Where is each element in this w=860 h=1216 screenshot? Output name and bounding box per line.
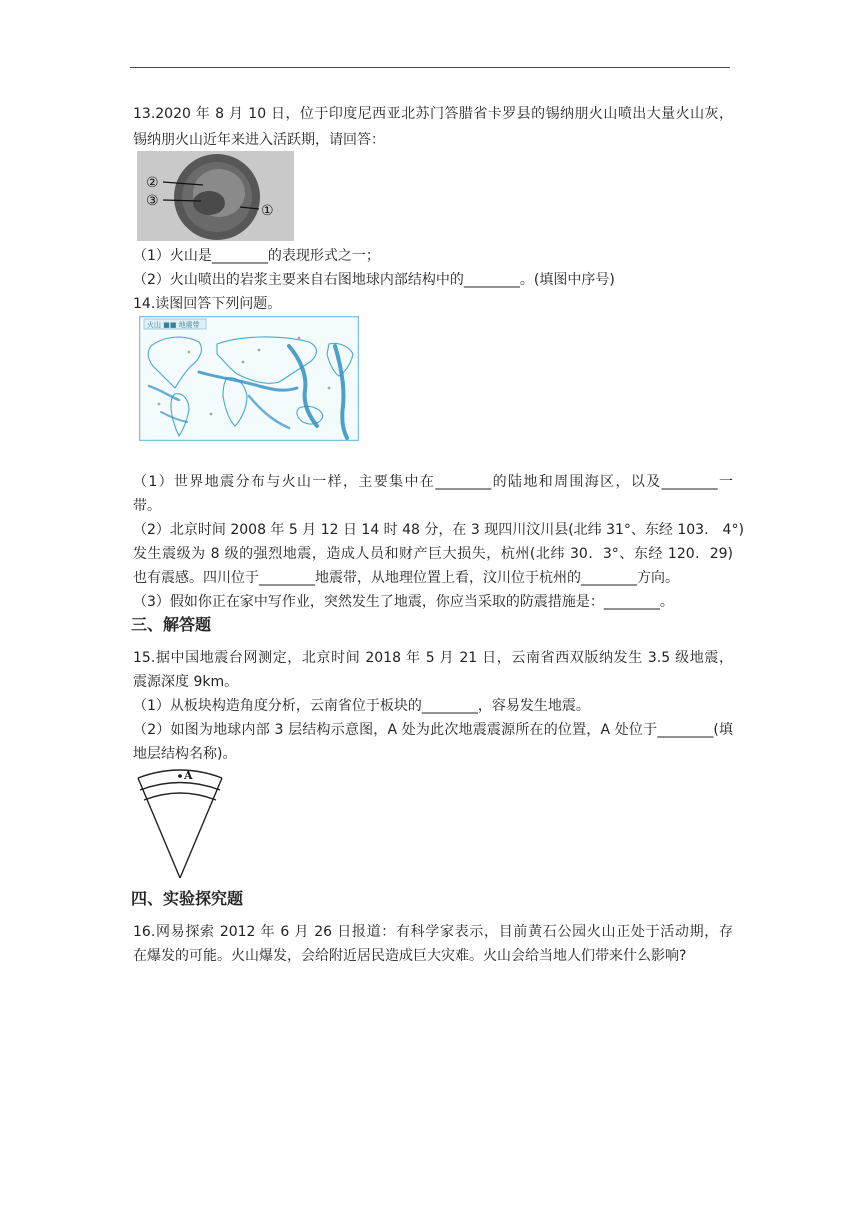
earth-layers-wedge-figure <box>130 764 230 882</box>
q15-line-1: 15.据中国地震台网测定，北京时间 2018 年 5 月 21 日，云南省西双版纳发生 3.5 级地震， <box>133 650 733 666</box>
figure-label-1: ① <box>261 203 274 219</box>
figure-label-3: ③ <box>146 193 159 209</box>
section-heading-3: 三、解答题 <box>131 615 212 634</box>
q15-sub-2-line-b: 地层结构名称)。 <box>133 746 237 762</box>
q13-line-1: 13.2020 年 8 月 10 日，位于印度尼西亚北苏门答腊省卡罗县的锡纳朋火山喷出大量火山灰， <box>133 106 733 122</box>
q14-sub-1-line-a: （1）世界地震分布与火山一样，主要集中在________的陆地和周围海区，以及________一 <box>133 474 733 490</box>
q14-sub-2-line-a: （2）北京时间 2008 年 5 月 12 日 14 时 48 分，在 3 现四川汶川县(北纬 31°、东经 103． 4°) <box>133 522 744 538</box>
q15-sub-2-line-a: （2）如图为地球内部 3 层结构示意图，A 处为此次地震震源所在的位置，A 处位于________(填 <box>133 722 733 738</box>
q13-sub-1: （1）火山是________的表现形式之一； <box>133 248 380 264</box>
map-legend: 火山 ■■ 地震带 <box>147 321 200 329</box>
q15-line-2: 震源深度 9km。 <box>133 674 239 690</box>
header-rule <box>130 67 730 68</box>
earth-structure-figure <box>137 151 294 241</box>
q14-sub-3: （3）假如你正在家中写作业，突然发生了地震，你应当采取的防震措施是：________。 <box>133 594 674 610</box>
world-volcano-earthquake-map <box>139 316 359 441</box>
q14-sub-2-line-b: 发生震级为 8 级的强烈地震，造成人员和财产巨大损失，杭州(北纬 30．3°、东经 120．29) <box>133 546 733 562</box>
q16-line-1: 16.网易探索 2012 年 6 月 26 日报道：有科学家表示，目前黄石公园火山正处于活动期，存 <box>133 924 733 940</box>
q14-sub-1-line-b: 带。 <box>133 498 161 514</box>
q14-sub-2-line-c: 也有震感。四川位于________地震带，从地理位置上看，汶川位于杭州的________方向。 <box>133 570 679 586</box>
q13-sub-2: （2）火山喷出的岩浆主要来自右图地球内部结构中的________。(填图中序号) <box>133 272 615 288</box>
q14-line-1: 14.读图回答下列问题。 <box>133 296 282 312</box>
q13-line-2: 锡纳朋火山近年来进入活跃期，请回答： <box>133 132 385 148</box>
focus-label-a: A <box>184 769 193 782</box>
section-heading-4: 四、实验探究题 <box>131 889 244 908</box>
q16-line-2: 在爆发的可能。火山爆发，会给附近居民造成巨大灾难。火山会给当地人们带来什么影响? <box>133 948 687 964</box>
q15-sub-1: （1）从板块构造角度分析，云南省位于板块的________，容易发生地震。 <box>133 698 590 714</box>
figure-label-2: ② <box>146 175 159 191</box>
